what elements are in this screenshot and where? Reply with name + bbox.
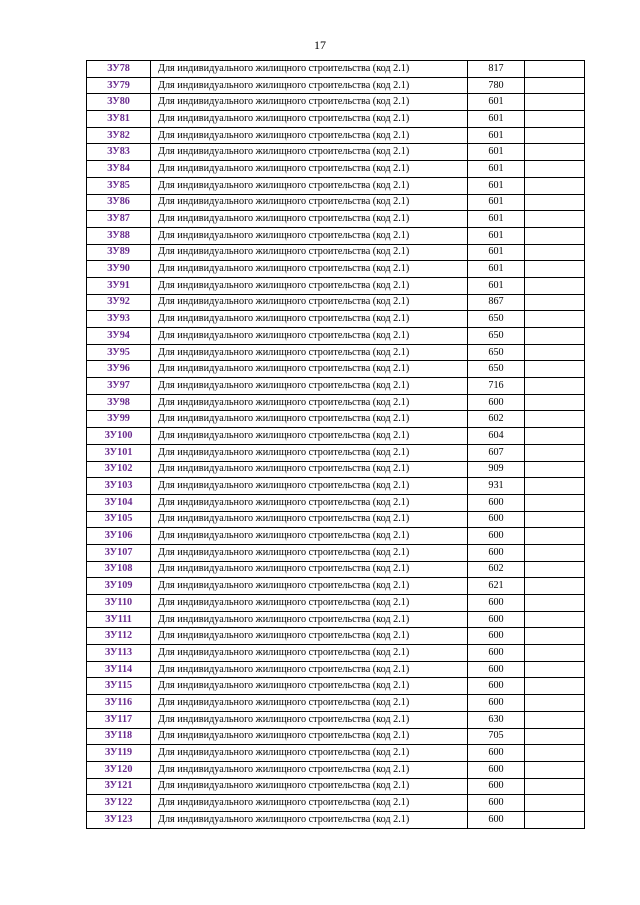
parcel-area: 909 — [468, 461, 525, 478]
table-row — [87, 211, 585, 228]
notes-cell — [525, 778, 585, 795]
parcel-id: ЗУ115 — [87, 678, 151, 695]
parcel-area: 600 — [468, 544, 525, 561]
notes-cell — [525, 695, 585, 712]
notes-cell — [525, 444, 585, 461]
parcel-id: ЗУ84 — [87, 161, 151, 178]
parcel-id: ЗУ98 — [87, 394, 151, 411]
parcel-area: 601 — [468, 277, 525, 294]
permitted-use: Для индивидуального жилищного строительства (код 2.1) — [151, 761, 468, 778]
permitted-use: Для индивидуального жилищного строительства (код 2.1) — [151, 294, 468, 311]
parcel-area: 600 — [468, 394, 525, 411]
notes-cell — [525, 61, 585, 78]
parcel-id: ЗУ93 — [87, 311, 151, 328]
table-row — [87, 194, 585, 211]
permitted-use: Для индивидуального жилищного строительства (код 2.1) — [151, 645, 468, 662]
permitted-use: Для индивидуального жилищного строительства (код 2.1) — [151, 444, 468, 461]
permitted-use: Для индивидуального жилищного строительства (код 2.1) — [151, 394, 468, 411]
parcel-area: 630 — [468, 711, 525, 728]
table-row — [87, 478, 585, 495]
parcel-id: ЗУ83 — [87, 144, 151, 161]
parcel-area: 602 — [468, 411, 525, 428]
parcel-area: 600 — [468, 645, 525, 662]
permitted-use: Для индивидуального жилищного строительства (код 2.1) — [151, 177, 468, 194]
page-number: 17 — [314, 38, 326, 52]
parcel-area: 650 — [468, 311, 525, 328]
table-row — [87, 528, 585, 545]
table-row — [87, 177, 585, 194]
permitted-use: Для индивидуального жилищного строительства (код 2.1) — [151, 161, 468, 178]
notes-cell — [525, 161, 585, 178]
parcel-area: 716 — [468, 378, 525, 395]
parcel-area: 601 — [468, 94, 525, 111]
parcel-area: 601 — [468, 244, 525, 261]
parcel-id: ЗУ109 — [87, 578, 151, 595]
table-row — [87, 561, 585, 578]
notes-cell — [525, 494, 585, 511]
table-row — [87, 394, 585, 411]
parcel-area: 931 — [468, 478, 525, 495]
parcel-area: 600 — [468, 528, 525, 545]
permitted-use: Для индивидуального жилищного строительства (код 2.1) — [151, 328, 468, 345]
parcel-id: ЗУ103 — [87, 478, 151, 495]
parcel-id: ЗУ90 — [87, 261, 151, 278]
table-row — [87, 294, 585, 311]
notes-cell — [525, 244, 585, 261]
table-row — [87, 494, 585, 511]
notes-cell — [525, 194, 585, 211]
table-row — [87, 328, 585, 345]
table-row — [87, 378, 585, 395]
parcel-area: 601 — [468, 211, 525, 228]
parcel-id: ЗУ101 — [87, 444, 151, 461]
permitted-use: Для индивидуального жилищного строительства (код 2.1) — [151, 311, 468, 328]
parcel-id: ЗУ96 — [87, 361, 151, 378]
parcel-area: 600 — [468, 494, 525, 511]
permitted-use: Для индивидуального жилищного строительства (код 2.1) — [151, 227, 468, 244]
permitted-use: Для индивидуального жилищного строительства (код 2.1) — [151, 778, 468, 795]
notes-cell — [525, 261, 585, 278]
table-row — [87, 595, 585, 612]
parcel-id: ЗУ104 — [87, 494, 151, 511]
permitted-use: Для индивидуального жилищного строительства (код 2.1) — [151, 561, 468, 578]
table-row — [87, 678, 585, 695]
parcel-area: 601 — [468, 194, 525, 211]
permitted-use: Для индивидуального жилищного строительства (код 2.1) — [151, 494, 468, 511]
table-row — [87, 695, 585, 712]
parcel-id: ЗУ86 — [87, 194, 151, 211]
parcel-id: ЗУ89 — [87, 244, 151, 261]
parcel-id: ЗУ79 — [87, 77, 151, 94]
table-row — [87, 511, 585, 528]
permitted-use: Для индивидуального жилищного строительства (код 2.1) — [151, 695, 468, 712]
notes-cell — [525, 378, 585, 395]
notes-cell — [525, 544, 585, 561]
parcel-id: ЗУ119 — [87, 745, 151, 762]
permitted-use: Для индивидуального жилищного строительства (код 2.1) — [151, 127, 468, 144]
parcel-id: ЗУ85 — [87, 177, 151, 194]
table-row — [87, 711, 585, 728]
parcel-area: 601 — [468, 227, 525, 244]
notes-cell — [525, 344, 585, 361]
permitted-use: Для индивидуального жилищного строительства (код 2.1) — [151, 111, 468, 128]
parcel-id: ЗУ80 — [87, 94, 151, 111]
notes-cell — [525, 745, 585, 762]
permitted-use: Для индивидуального жилищного строительства (код 2.1) — [151, 478, 468, 495]
notes-cell — [525, 77, 585, 94]
notes-cell — [525, 294, 585, 311]
notes-cell — [525, 177, 585, 194]
parcel-id: ЗУ97 — [87, 378, 151, 395]
parcel-id: ЗУ110 — [87, 595, 151, 612]
table-row — [87, 244, 585, 261]
notes-cell — [525, 411, 585, 428]
notes-cell — [525, 511, 585, 528]
parcel-id: ЗУ121 — [87, 778, 151, 795]
permitted-use: Для индивидуального жилищного строительства (код 2.1) — [151, 94, 468, 111]
table-row — [87, 728, 585, 745]
permitted-use: Для индивидуального жилищного строительства (код 2.1) — [151, 277, 468, 294]
parcel-area: 650 — [468, 361, 525, 378]
notes-cell — [525, 811, 585, 828]
table-row — [87, 578, 585, 595]
table-row — [87, 311, 585, 328]
table-row — [87, 611, 585, 628]
parcel-area: 601 — [468, 161, 525, 178]
notes-cell — [525, 127, 585, 144]
table-row — [87, 344, 585, 361]
table-row — [87, 111, 585, 128]
parcel-area: 600 — [468, 661, 525, 678]
notes-cell — [525, 394, 585, 411]
permitted-use: Для индивидуального жилищного строительства (код 2.1) — [151, 678, 468, 695]
table-row — [87, 778, 585, 795]
table-row — [87, 411, 585, 428]
parcel-id: ЗУ107 — [87, 544, 151, 561]
table-row — [87, 428, 585, 445]
notes-cell — [525, 611, 585, 628]
permitted-use: Для индивидуального жилищного строительства (код 2.1) — [151, 144, 468, 161]
notes-cell — [525, 711, 585, 728]
notes-cell — [525, 227, 585, 244]
parcel-id: ЗУ112 — [87, 628, 151, 645]
notes-cell — [525, 728, 585, 745]
parcel-area: 600 — [468, 695, 525, 712]
parcel-area: 780 — [468, 77, 525, 94]
notes-cell — [525, 144, 585, 161]
parcel-area: 600 — [468, 745, 525, 762]
parcel-area: 600 — [468, 595, 525, 612]
table-row — [87, 628, 585, 645]
notes-cell — [525, 111, 585, 128]
permitted-use: Для индивидуального жилищного строительства (код 2.1) — [151, 611, 468, 628]
parcel-id: ЗУ78 — [87, 61, 151, 78]
notes-cell — [525, 561, 585, 578]
parcel-area: 602 — [468, 561, 525, 578]
parcel-area: 601 — [468, 144, 525, 161]
parcel-id: ЗУ102 — [87, 461, 151, 478]
table-row — [87, 77, 585, 94]
parcel-id: ЗУ118 — [87, 728, 151, 745]
parcel-id: ЗУ122 — [87, 795, 151, 812]
notes-cell — [525, 361, 585, 378]
parcel-id: ЗУ100 — [87, 428, 151, 445]
notes-cell — [525, 211, 585, 228]
parcel-area: 601 — [468, 261, 525, 278]
notes-cell — [525, 795, 585, 812]
permitted-use: Для индивидуального жилищного строительства (код 2.1) — [151, 244, 468, 261]
parcel-area: 604 — [468, 428, 525, 445]
table-row — [87, 61, 585, 78]
parcel-id: ЗУ113 — [87, 645, 151, 662]
notes-cell — [525, 628, 585, 645]
parcel-area: 600 — [468, 628, 525, 645]
notes-cell — [525, 277, 585, 294]
parcel-area: 600 — [468, 678, 525, 695]
notes-cell — [525, 478, 585, 495]
permitted-use: Для индивидуального жилищного строительства (код 2.1) — [151, 194, 468, 211]
permitted-use: Для индивидуального жилищного строительства (код 2.1) — [151, 811, 468, 828]
parcel-id: ЗУ95 — [87, 344, 151, 361]
permitted-use: Для индивидуального жилищного строительства (код 2.1) — [151, 261, 468, 278]
parcel-area: 601 — [468, 111, 525, 128]
parcel-area: 650 — [468, 328, 525, 345]
permitted-use: Для индивидуального жилищного строительства (код 2.1) — [151, 711, 468, 728]
table-row — [87, 745, 585, 762]
parcel-id: ЗУ120 — [87, 761, 151, 778]
permitted-use: Для индивидуального жилищного строительства (код 2.1) — [151, 344, 468, 361]
notes-cell — [525, 528, 585, 545]
table-row — [87, 277, 585, 294]
table-row — [87, 544, 585, 561]
permitted-use: Для индивидуального жилищного строительства (код 2.1) — [151, 211, 468, 228]
notes-cell — [525, 645, 585, 662]
table-row — [87, 161, 585, 178]
parcel-id: ЗУ106 — [87, 528, 151, 545]
table-row — [87, 94, 585, 111]
parcel-id: ЗУ91 — [87, 277, 151, 294]
notes-cell — [525, 595, 585, 612]
parcel-area: 867 — [468, 294, 525, 311]
notes-cell — [525, 578, 585, 595]
table-row — [87, 444, 585, 461]
notes-cell — [525, 94, 585, 111]
parcel-id: ЗУ114 — [87, 661, 151, 678]
parcel-id: ЗУ82 — [87, 127, 151, 144]
notes-cell — [525, 761, 585, 778]
parcel-area: 600 — [468, 761, 525, 778]
permitted-use: Для индивидуального жилищного строительства (код 2.1) — [151, 578, 468, 595]
notes-cell — [525, 428, 585, 445]
permitted-use: Для индивидуального жилищного строительства (код 2.1) — [151, 361, 468, 378]
permitted-use: Для индивидуального жилищного строительства (код 2.1) — [151, 428, 468, 445]
parcel-area: 607 — [468, 444, 525, 461]
permitted-use: Для индивидуального жилищного строительства (код 2.1) — [151, 77, 468, 94]
parcels-table-body — [87, 61, 585, 829]
table-row — [87, 127, 585, 144]
parcel-id: ЗУ92 — [87, 294, 151, 311]
parcel-area: 601 — [468, 177, 525, 194]
permitted-use: Для индивидуального жилищного строительства (код 2.1) — [151, 61, 468, 78]
table-row — [87, 795, 585, 812]
notes-cell — [525, 661, 585, 678]
table-row — [87, 144, 585, 161]
table-row — [87, 661, 585, 678]
permitted-use: Для индивидуального жилищного строительства (код 2.1) — [151, 461, 468, 478]
parcel-id: ЗУ81 — [87, 111, 151, 128]
notes-cell — [525, 311, 585, 328]
parcel-area: 600 — [468, 511, 525, 528]
permitted-use: Для индивидуального жилищного строительства (код 2.1) — [151, 595, 468, 612]
parcel-id: ЗУ87 — [87, 211, 151, 228]
parcel-area: 601 — [468, 127, 525, 144]
parcel-id: ЗУ88 — [87, 227, 151, 244]
parcel-area: 705 — [468, 728, 525, 745]
parcel-area: 621 — [468, 578, 525, 595]
notes-cell — [525, 678, 585, 695]
parcel-id: ЗУ94 — [87, 328, 151, 345]
permitted-use: Для индивидуального жилищного строительства (код 2.1) — [151, 411, 468, 428]
table-row — [87, 227, 585, 244]
table-row — [87, 261, 585, 278]
table-row — [87, 645, 585, 662]
notes-cell — [525, 461, 585, 478]
permitted-use: Для индивидуального жилищного строительства (код 2.1) — [151, 795, 468, 812]
permitted-use: Для индивидуального жилищного строительства (код 2.1) — [151, 661, 468, 678]
parcel-area: 600 — [468, 795, 525, 812]
table-row — [87, 461, 585, 478]
parcel-area: 600 — [468, 611, 525, 628]
permitted-use: Для индивидуального жилищного строительства (код 2.1) — [151, 378, 468, 395]
parcel-id: ЗУ108 — [87, 561, 151, 578]
permitted-use: Для индивидуального жилищного строительства (код 2.1) — [151, 511, 468, 528]
parcel-id: ЗУ123 — [87, 811, 151, 828]
parcel-area: 817 — [468, 61, 525, 78]
permitted-use: Для индивидуального жилищного строительства (код 2.1) — [151, 628, 468, 645]
table-row — [87, 761, 585, 778]
parcel-area: 600 — [468, 811, 525, 828]
permitted-use: Для индивидуального жилищного строительства (код 2.1) — [151, 528, 468, 545]
parcel-area: 600 — [468, 778, 525, 795]
parcel-area: 650 — [468, 344, 525, 361]
table-row — [87, 811, 585, 828]
parcel-id: ЗУ111 — [87, 611, 151, 628]
permitted-use: Для индивидуального жилищного строительства (код 2.1) — [151, 544, 468, 561]
notes-cell — [525, 328, 585, 345]
parcel-id: ЗУ116 — [87, 695, 151, 712]
permitted-use: Для индивидуального жилищного строительства (код 2.1) — [151, 745, 468, 762]
parcel-id: ЗУ99 — [87, 411, 151, 428]
permitted-use: Для индивидуального жилищного строительства (код 2.1) — [151, 728, 468, 745]
table-row — [87, 361, 585, 378]
parcel-id: ЗУ105 — [87, 511, 151, 528]
parcels-table — [86, 60, 585, 829]
parcel-id: ЗУ117 — [87, 711, 151, 728]
